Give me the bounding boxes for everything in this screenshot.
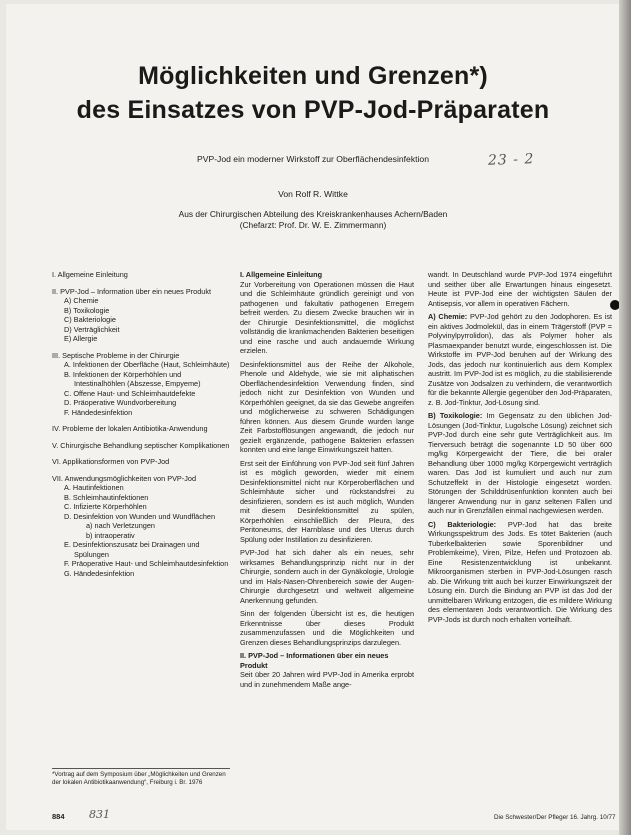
paragraph-text: Im Gegensatz zu den üblichen Jod-Lösungen (Jod-Tinktur, Lugolsche Lösung) zeichnet sich PVP-Jod durch eine sehr gute Verträglichkeit aus. Im Tierversuch beträgt die sogenannte LD 50 über 600 mg/kg Körpergewicht der Tiere, die bei oraler Behandlung über 1000 mg/kg Körpergewicht verträglich waren. Das Jod ist kumuliert und auch nur zum Schutzeffekt in der Histologie eingesetzt worden. Störungen der Schilddrüsenfunktion konnten auch bei längerer Anwendung nur in ganz seltenen Fällen und auch nur in Grenzfällen einmal nachgewiesen werden. [428,411,612,515]
paragraph-text: PVP-Jod hat das breite Wirkungsspektrum des Jods. Es tötet Bakterien (auch Tuberkelbakterien sowie Sporenbildner und Problemkeime), Viren, Pilze, Hefen und Protozoen ab. Eine Resistenzentwicklung ist unbekannt. Mikroorganismen sterben in PVP-Jod-Lösungen rasch ab. Die Wirkung tritt auch bei kurzer Einwirkungszeit der Lösung ein. Durch die Bindung an PVP ist das Jod der unmittelbaren Wirkung entzogen, die es mildere Wirkung des elementaren Jods verantwortlich. Die Wirkung des PVP-Jods ist durch noch erhalten vorteilhaft. [428,519,612,624]
body-column-3 [428,270,612,628]
paragraph-chemie [428,312,612,407]
page-edge-shadow [619,0,631,835]
paragraph-text: PVP-Jod gehört zu den Jodophoren. Es ist ein aktives Jodmolekül, das in einem Trägerstoff (PVP = Polyvinylpyrrolidon), das als Polymer hoher als Plasmaexpander benutzt wurde, eingeschlossen ist. Die Wirkstoffe im PVP-Jod beruhen auf der Wirkung des Jods, das jedoch nur kontinuierlich aus dem Komplex austritt. Im PVP-Jod ist es möglich, zu die stabilisierende Zusätze von Jodsalzen zu verhindern, die verantwortlich für die bekannte Allergie gegenüber den Jod-Präparaten, z. B. Jod-Tinktur, Jod-Lösung sind. [428,312,612,407]
toc-item: D) Verträglichkeit [64,324,120,334]
toc-subitem: a) nach Verletzungen [86,521,155,530]
toc-section: V. Chirurgische Behandlung septischer Komplikationen [52,440,230,450]
table-of-contents [52,270,230,585]
toc-item: E. Desinfektionszusatz bei Drainagen und Spülungen [64,540,200,559]
toc-item: B. Infektionen der Körperhöhlen und Intestinalhöhlen (Abszesse, Empyeme) [64,369,201,388]
paragraph: Seit über 20 Jahren wird PVP-Jod in Amerika erprobt und in zunehmendem Maße ange- [240,670,414,689]
toc-section: II. PVP-Jod – Information über ein neues Produkt [52,286,211,296]
page-number: 884 [52,812,65,821]
toc-item: B) Toxikologie [64,305,110,315]
toc-section: III. Septische Probleme in der Chirurgie [52,350,180,360]
subheading: C) Bakteriologie: [428,519,497,529]
toc-section: VI. Applikationsformen von PVP-Jod [52,457,170,466]
toc-item: F. Händedesinfektion [64,407,133,417]
footnote: *Vortrag auf dem Symposium über „Möglichkeiten und Grenzen der lokalen Antibiotikaanwendung“, Freiburg i. Br. 1976 [52,768,230,786]
toc-subitem: b) intraoperativ [86,530,135,540]
toc-item: G. Händedesinfektion [64,568,135,578]
toc-item: E) Allergie [64,334,98,343]
toc-item: A. Hautinfektionen [64,483,124,492]
toc-item: C. Infizierte Körperhöhlen [64,502,147,511]
body-column-2 [240,270,414,693]
subheading: B) Toxikologie: [428,411,483,420]
paragraph: Erst seit der Einführung von PVP-Jod seit fünf Jahren ist es möglich geworden, wieder mit einem Desinfektionsmittel nicht nur Körperoberflächen und Schleimhäute sicher und rückstandsfrei zu desinfizieren, sondern es ist auch möglich, Wunden mit diesem Desinfektionsmittel zu spülen, Körperhöhlen einschließlich der Pleura, des Peritoneums, der Harnblase und des Uterus durch Spülung oder Instillation zu desinfizieren. [240,458,414,544]
title-line-1: Möglichkeiten und Grenzen*) [138,62,488,90]
toc-item: D. Präoperative Wundvorbereitung [64,398,177,407]
toc-section: I. Allgemeine Einleitung [52,270,128,279]
toc-item: C. Offene Haut- und Schleimhautdefekte [64,388,196,398]
paragraph-toxikologie [428,411,612,516]
author-line: Von Rolf R. Wittke [278,189,348,199]
paragraph: Sinn der folgenden Übersicht ist es, die heutigen Erkenntnisse über dieses Produkt zusammenzufassen und die Möglichkeiten und Grenzen dieses Behandlungsprinzips darzulegen. [240,609,414,647]
title-line-2: des Einsatzes von PVP-Jod-Präparaten [76,96,550,124]
toc-item: A. Infektionen der Oberfläche (Haut, Schleimhäute) [64,360,230,369]
paragraph: wandt. In Deutschland wurde PVP-Jod 1974 eingeführt und seither über alle Erwartungen hinaus eingesetzt. Heute ist PVP-Jod eine der wichtigsten Säulen der Antisepsis, vor allem in operativen Fächern. [428,270,612,308]
subtitle: PVP-Jod ein moderner Wirkstoff zur Oberflächendesinfektion [197,154,429,164]
affiliation-line-1: Aus der Chirurgischen Abteilung des Kreiskrankenhauses Achern/Baden [178,209,448,219]
section-heading: I. Allgemeine Einleitung [240,270,323,279]
toc-item: A) Chemie [64,296,99,305]
paragraph: Zur Vorbereitung von Operationen müssen die Haut und die Schleimhäute gründlich gereinigt und von pathogenen und fakultativ pathogenen Erregern befreit werden. Zu diesem Zwecke brauchen wir in der Chirurgie Desinfektionsmittel, die möglichst vollständig die krankmachenden Bakterien beseitigen und eine rasche und auch andauernde Wirkung erzielen. [240,279,414,355]
handwritten-note: 23 - 2 [487,151,535,169]
document-page [6,4,620,830]
toc-item: F. Präoperative Haut- und Schleimhautdesinfektion [64,559,229,568]
paragraph-bakteriologie [428,520,612,625]
toc-section: IV. Probleme der lokalen Antibiotika-Anwendung [52,424,208,433]
toc-item: D. Desinfektion von Wunden und Wundflächen [64,511,216,521]
paragraph: PVP-Jod hat sich daher als ein neues, sehr wirksames Behandlungsprinzip nicht nur in der Chirurgie, sondern auch in der Gynäkologie, Urologie und im Hals-Nasen-Ohrenbereich sowie der Augen-Chirurgie durchgesetzt und weltweit allgemeine Anerkennung gefunden. [240,548,414,605]
journal-footer: Die Schwester/Der Pfleger 16. Jahrg. 10/77 [494,814,616,821]
paragraph: Desinfektionsmittel aus der Reihe der Alkohole, Phenole und Aldehyde, wie sie mit aliphatischen Oberflächendesinfektion Verwendung finden, sind jedoch nicht zur Desinfektion von Wunden und Körperhöhlen geeignet, da sie das Gewebe angreifen und möglicherweise zu schweren Schädigungen führen können. Aus diesem Grunde wurden lange Zeit Farbstofflösungen angewandt, die jedoch nur gezielt ergänzende, pathogene Bakterien erfassen konnten und eine lange Einwirkungszeit hatten. [240,359,414,454]
subheading: A) Chemie: [428,312,468,321]
affiliation-line-2: (Chefarzt: Prof. Dr. W. E. Zimmermann) [239,220,387,230]
section-heading: II. PVP-Jod – Informationen über ein neues Produkt [240,651,389,670]
toc-item: B. Schleimhautinfektionen [64,492,149,502]
handwritten-page-number: 831 [89,808,110,821]
toc-section: VII. Anwendungsmöglichkeiten von PVP-Jod [52,473,196,483]
toc-item: C) Bakteriologie [64,315,116,324]
